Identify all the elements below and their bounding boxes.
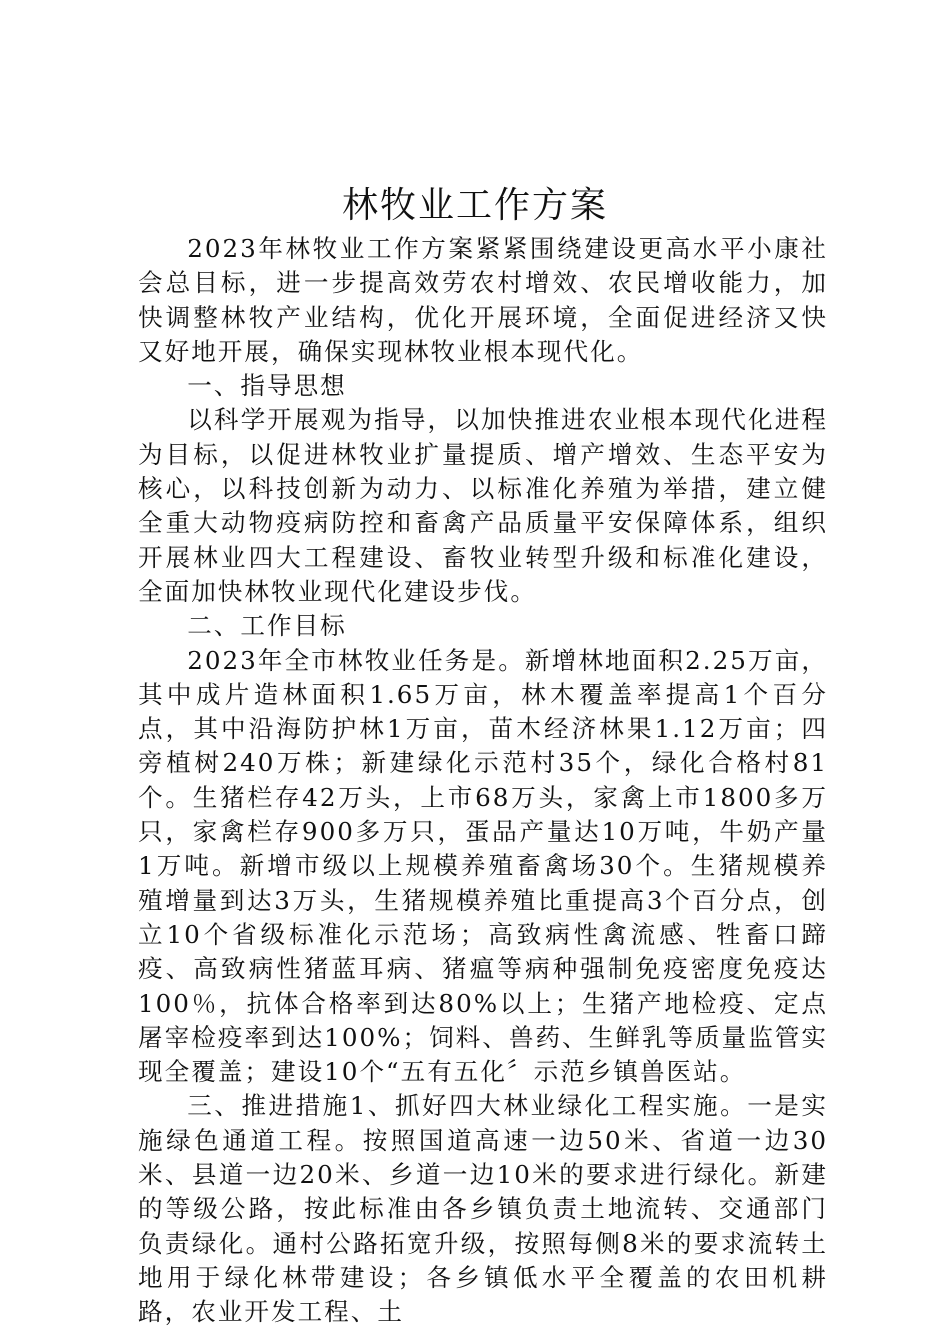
section-heading-work-goals: 二、工作目标 bbox=[187, 611, 347, 641]
work-goals-paragraph: 2023年全市林牧业任务是。新增林地面积2.25万亩，其中成片造林面积1.65万亩，林木覆盖率提高1个百分点，其中沿海防护林1万亩，苗木经济林果1.12万亩；四旁植树240万株；新建绿化示范村35个，绿化合格村81个。生猪栏存42万头，上市68万头，家禽上市1800多万只，家禽栏存900多万只，蛋品产量达10万吨，牛奶产量1万吨。新增市级以上规模养殖畜禽场30个。生猪规模养殖增量到达3万头，生猪规模养殖比重提高3个百分点，创立10个省级标准化示范场；高致病性禽流感、牲畜口蹄疫、高致病性猪蓝耳病、猪瘟等病种强制免疫密度免疫达100％，抗体合格率到达80%以上；生猪产地检疫、定点屠宰检疫率到达100%；饲料、兽药、生鲜乳等质量监管实现全覆盖；建设10个“五有五化〞示范乡镇兽医站。 bbox=[138, 645, 828, 1087]
guiding-ideology-paragraph: 以科学开展观为指导，以加快推进农业根本现代化进程为目标，以促进林牧业扩量提质、增产增效、生态平安为核心，以科技创新为动力、以标准化养殖为举措，建立健全重大动物疫病防控和畜禽产品质量平安保障体系，组织开展林业四大工程建设、畜牧业转型升级和标准化建设，全面加快林牧业现代化建设步伐。 bbox=[138, 405, 828, 606]
section-heading-guiding-ideology: 一、指导思想 bbox=[187, 371, 347, 401]
document-body bbox=[138, 232, 828, 1330]
measures-paragraph: 三、推进措施1、抓好四大林业绿化工程实施。一是实施绿色通道工程。按照国道高速一边50米、省道一边30米、县道一边20米、乡道一边10米的要求进行绿化。新建的等级公路，按此标准由各乡镇负责土地流转、交通部门负责绿化。通村公路拓宽升级，按照每侧8米的要求流转土地用于绿化林带建设；各乡镇低水平全覆盖的农田机耕路，农业开发工程、土 bbox=[138, 1091, 828, 1327]
intro-paragraph: 2023年林牧业工作方案紧紧围绕建设更高水平小康社会总目标，进一步提高效劳农村增效、农民增收能力，加快调整林牧产业结构，优化开展环境，全面促进经济又快又好地开展，确保实现林牧业根本现代化。 bbox=[138, 234, 828, 366]
document-title: 林牧业工作方案 bbox=[341, 185, 608, 226]
